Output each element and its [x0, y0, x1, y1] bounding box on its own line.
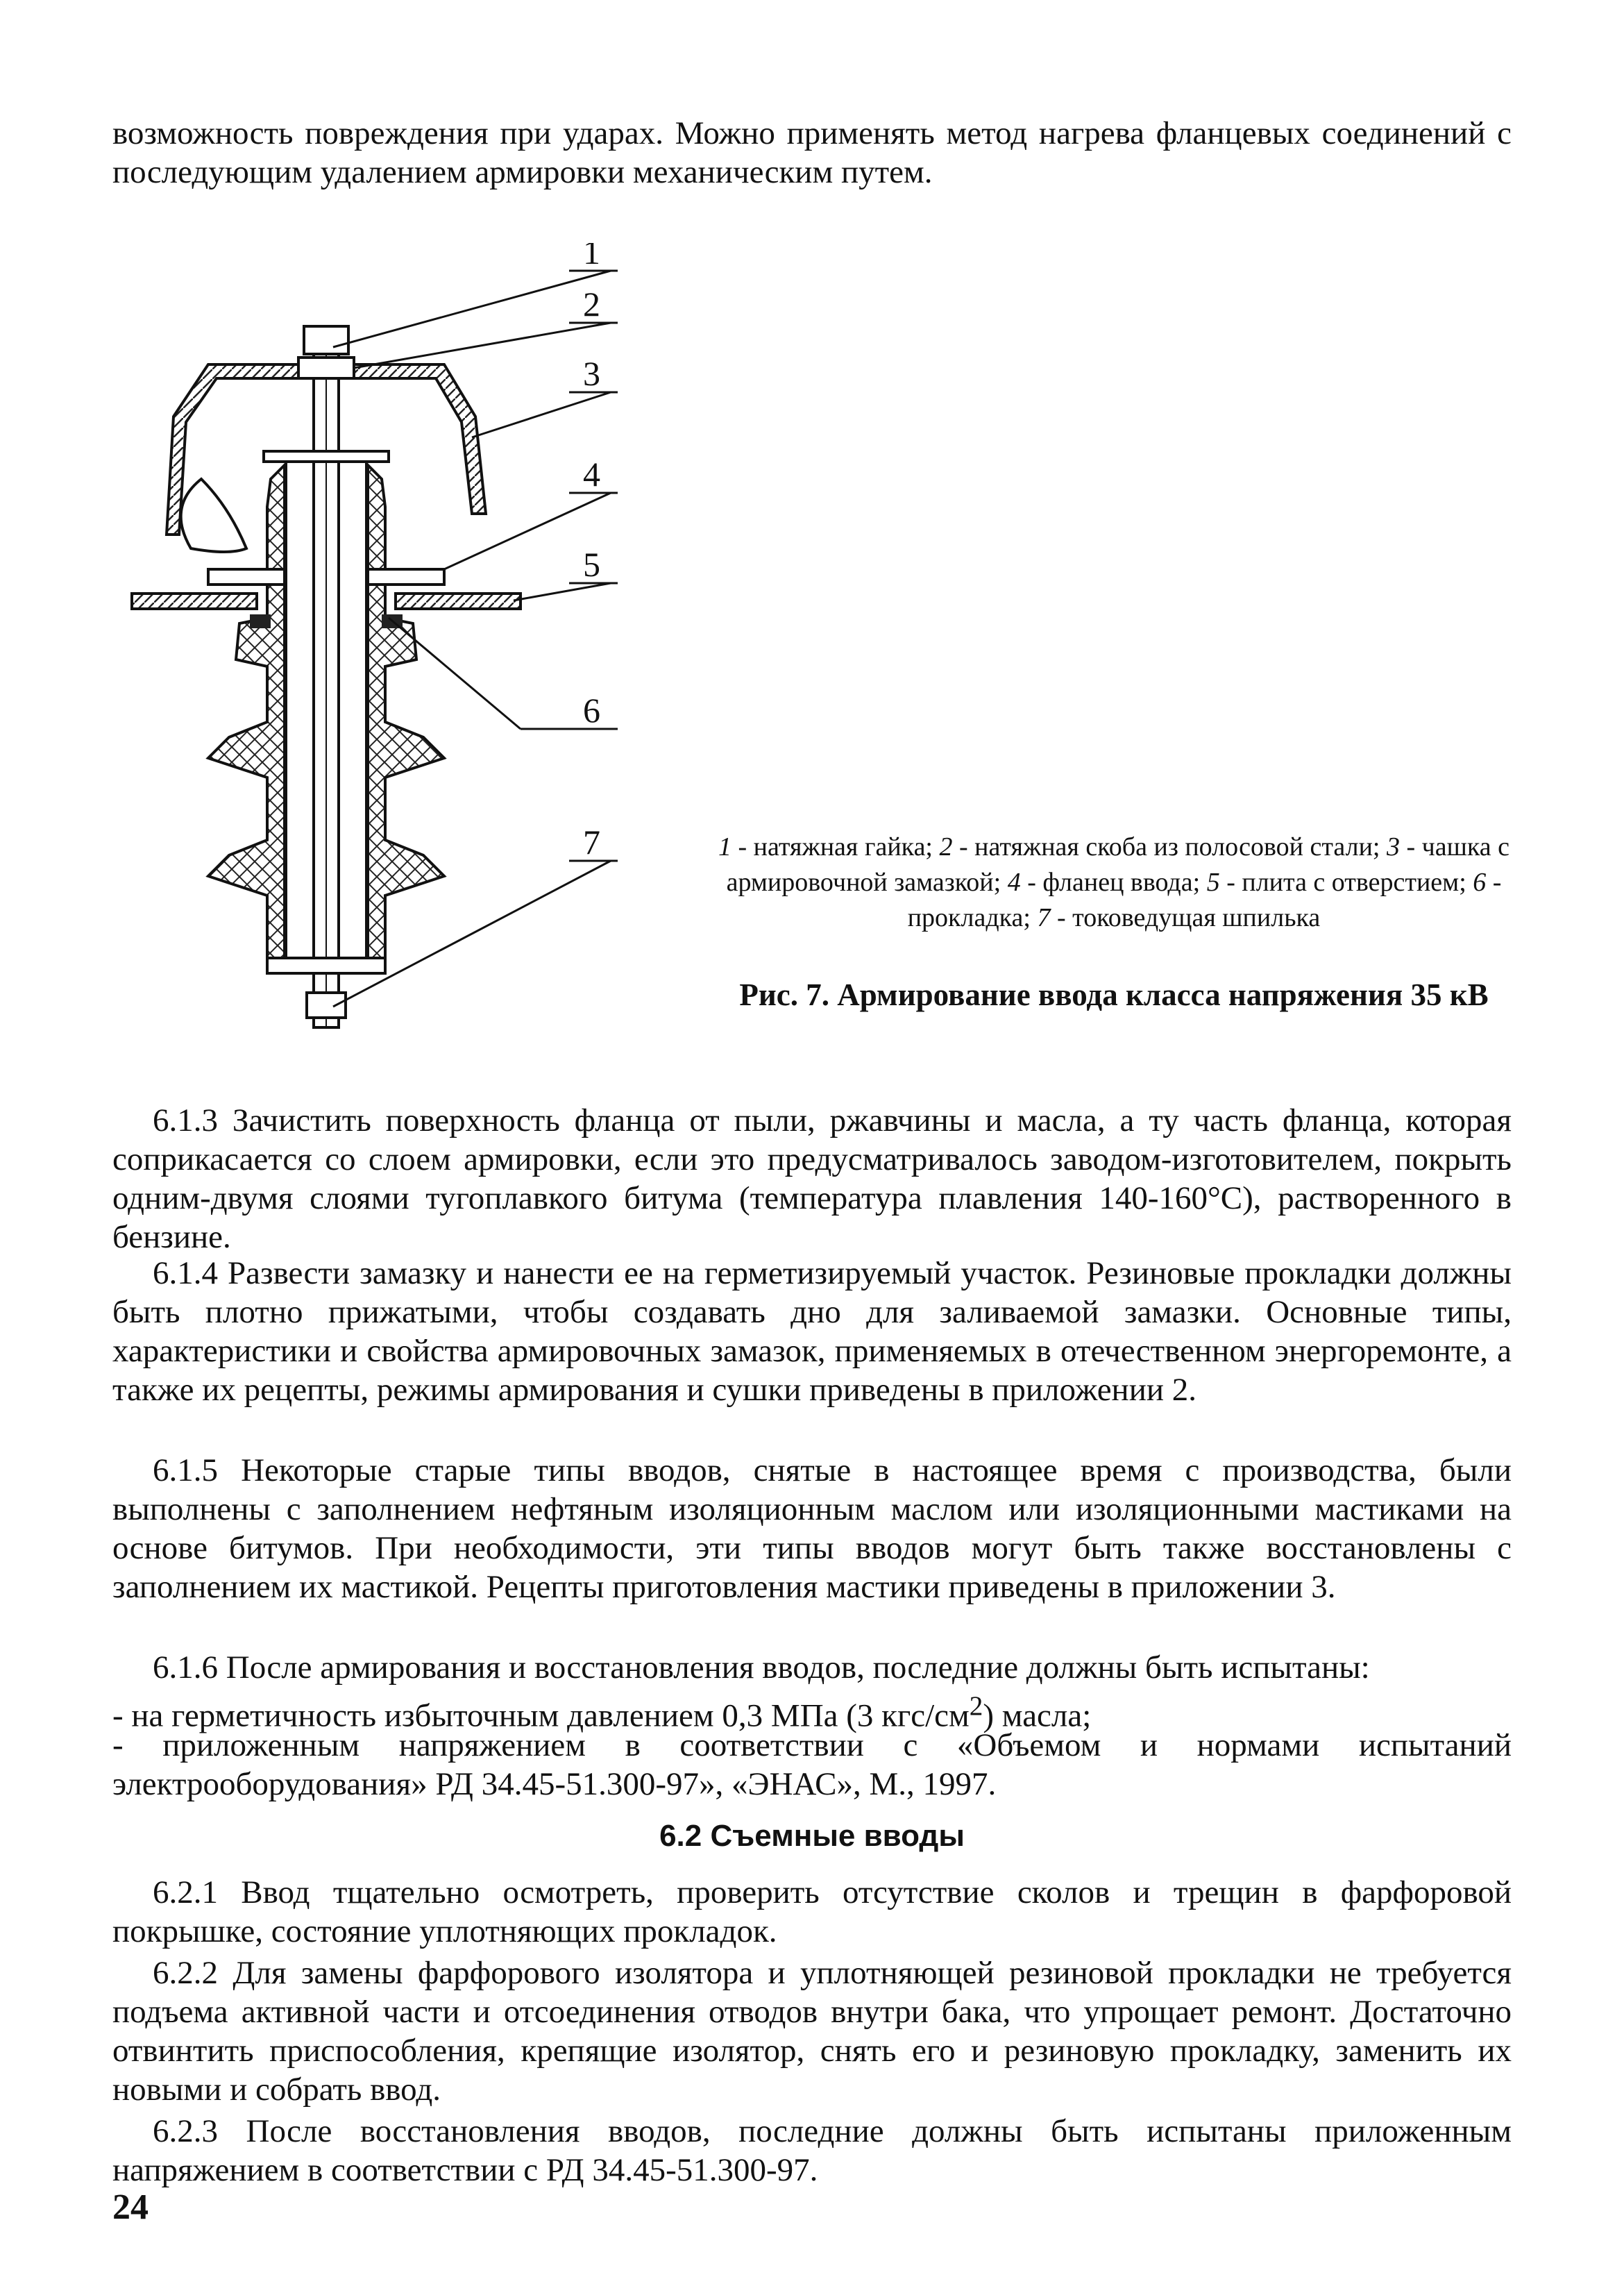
callout-1: 1	[583, 243, 600, 271]
paragraph-6-2-3-text: 6.2.3 После восстановления вводов, последние должны быть испытаны приложенным напряжением в соответствии с РД 34.45-51.300-97.	[112, 2113, 1512, 2188]
legend-num-7: 7	[1037, 903, 1051, 932]
plate-left	[132, 594, 257, 609]
callout-7: 7	[583, 823, 600, 862]
paragraph-6-1-4	[112, 1254, 1512, 1409]
legend-text-1: - натяжная гайка;	[731, 832, 940, 862]
legend-text-6: - прокладка;	[907, 868, 1502, 932]
legend-text-3: - чашка с армировочной замазкой;	[726, 832, 1509, 897]
figure-legend	[715, 830, 1513, 936]
callout-6: 6	[583, 691, 600, 730]
paragraph-6-1-3-text: 6.1.3 Зачистить поверхность фланца от пыли, ржавчины и масла, а ту часть фланца, которая соприкасается со слоем армировки, если это предусматривалось заводом-изготовителем, покрыть одним-двумя слоями тугоплавкого битума (температура плавления 140-160°С), растворенного в бензине.	[112, 1102, 1512, 1255]
paragraph-6-2-1	[112, 1873, 1512, 1951]
callout-3: 3	[583, 354, 600, 393]
paragraph-6-1-5	[112, 1451, 1512, 1606]
legend-num-5: 5	[1206, 868, 1220, 897]
bushing-svg	[125, 243, 638, 1048]
paragraph-6-2-2-text: 6.2.2 Для замены фарфорового изолятора и уплотняющей резиновой прокладки не требуется подъема активной части и отсоединения отводов внутри бака, что упрощает ремонт. Достаточно отвинтить приспособления, крепящие изолятор, снять его и резиновую прокладку, заменить их новыми и собрать ввод.	[112, 1955, 1512, 2108]
page-number: 24	[112, 2187, 149, 2227]
tension-nut	[304, 326, 348, 354]
paragraph-6-1-6-text: 6.1.6 После армирования и восстановления вводов, последние должны быть испытаны:	[153, 1649, 1370, 1686]
legend-text-4: - фланец ввода;	[1020, 868, 1207, 897]
paragraph-6-2-2	[112, 1953, 1512, 2109]
section-heading-6-2: 6.2 Съемные вводы	[659, 1819, 965, 1853]
legend-num-1: 1	[718, 832, 731, 862]
superscript-2: 2	[969, 1691, 983, 1721]
legend-text-7: - токоведущая шпилька	[1050, 903, 1321, 932]
figure-title: Рис. 7. Армирование ввода класса напряжения 35 кВ	[739, 977, 1489, 1012]
list-item-voltage: - приложенным напряжением в соответствии с «Объемом и нормами испытаний электрооборудования» РД 34.45-51.300-97», «ЭНАС», М., 1997.	[112, 1727, 1512, 1802]
callout-4: 4	[583, 455, 600, 494]
legend-text-5: - плита с отверстием;	[1219, 868, 1473, 897]
paragraph-6-1-5-text: 6.1.5 Некоторые старые типы вводов, снятые в настоящее время с производства, были выполнены с заполнением нефтяным изоляционным маслом или изоляционными мастиками на основе битумов. При необходимости, эти типы вводов могут быть также восстановлены с заполнением их мастикой. Рецепты приготовления мастики приведены в приложении 3.	[112, 1452, 1512, 1605]
intro-paragraph: возможность повреждения при ударах. Можно применять метод нагрева фланцевых соединений с последующим удалением армировки механическим путем.	[112, 115, 1512, 190]
plate-right	[396, 594, 521, 609]
paragraph-6-1-6	[112, 1648, 1512, 1687]
paragraph-6-1-4-text: 6.1.4 Развести замазку и нанести ее на герметизируемый участок. Резиновые прокладки должны быть плотно прижатыми, чтобы создавать дно для заливаемой замазки. Основные типы, характеристики и свойства армировочных замазок, применяемых в отечественном энергоремонте, а также их рецепты, режимы армирования и сушки приведены в приложении 2.	[112, 1255, 1512, 1408]
flange-left	[208, 569, 285, 585]
list-item-tightness-end: ) масла;	[983, 1697, 1092, 1734]
flange-right	[368, 569, 444, 585]
legend-num-2: 2	[939, 832, 953, 862]
paragraph-6-1-3	[112, 1101, 1512, 1257]
figure-bushing-drawing	[125, 243, 638, 1048]
paragraph-6-2-1-text: 6.2.1 Ввод тщательно осмотреть, проверить отсутствие сколов и трещин в фарфоровой покрышке, состояние уплотняющих прокладок.	[112, 1874, 1512, 1949]
paragraph-6-2-3	[112, 2112, 1512, 2190]
cup-flap	[181, 479, 246, 552]
legend-num-6: 6	[1473, 868, 1487, 897]
callout-2: 2	[583, 285, 600, 324]
list-item-tightness-text: - на герметичность избыточным давлением 0,3 МПа (3 кгс/см	[112, 1697, 970, 1734]
legend-num-3: 3	[1386, 832, 1400, 862]
gasket-left	[250, 614, 271, 628]
callout-5: 5	[583, 545, 600, 584]
legend-num-4: 4	[1007, 868, 1021, 897]
legend-text-2: - натяжная скоба из полосовой стали;	[952, 832, 1387, 862]
bottom-cap	[267, 958, 385, 973]
